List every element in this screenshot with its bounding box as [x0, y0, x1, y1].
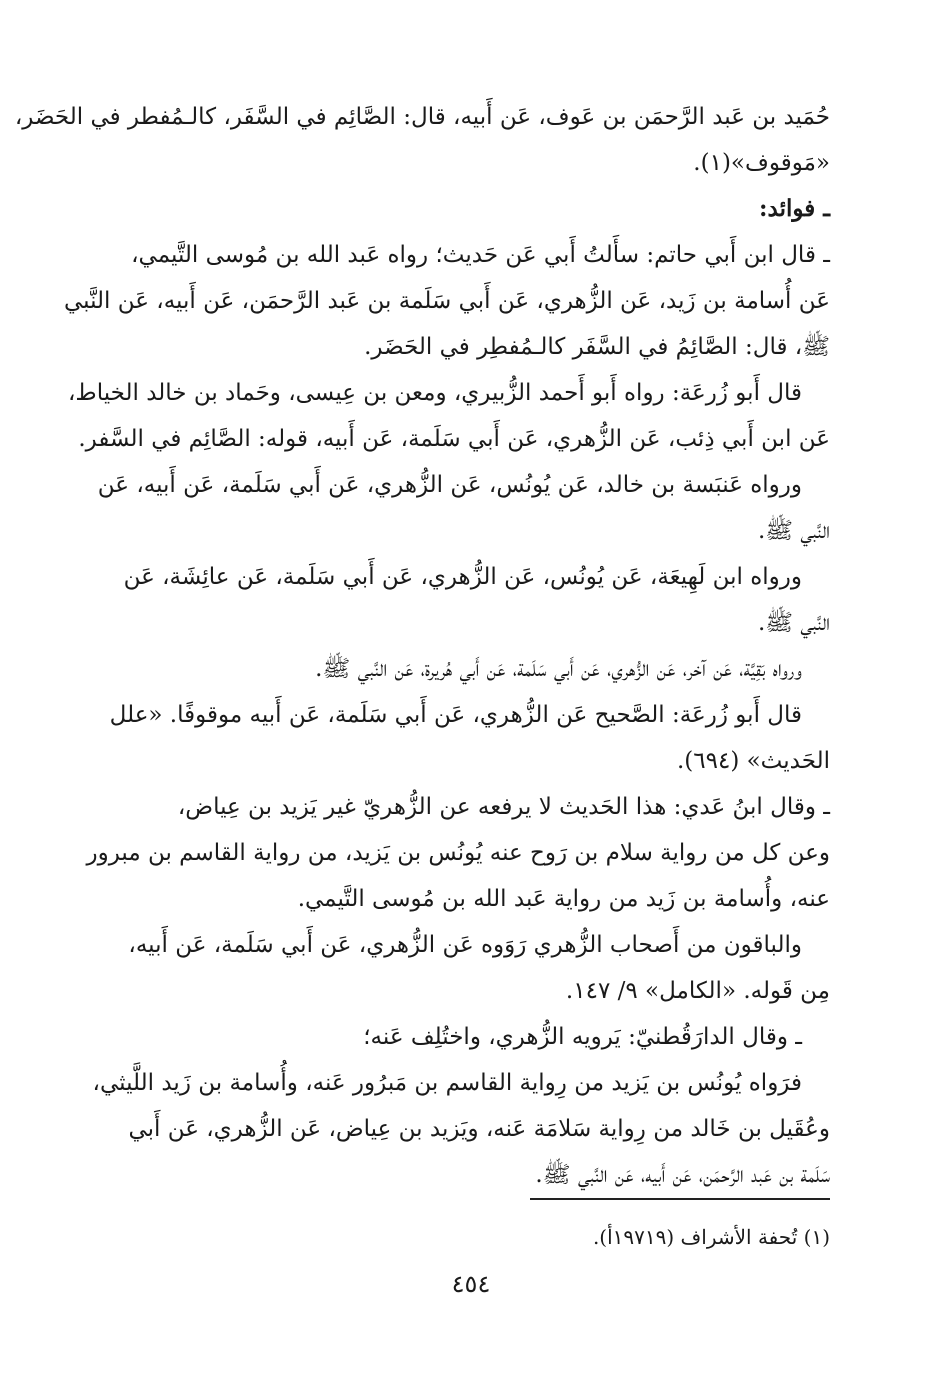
text-line: ـ وقال الدارَقُطنيّ: يَرويه الزُّهري، واختُلِف عَنه؛ [363, 1024, 802, 1050]
main-text-block [14, 94, 830, 1198]
text-line: قال أَبو زُرعَة: رواه أَبو أَحمد الزُّبيري، ومعن بن عِيسى، وحَماد بن خالد الخياط، [68, 380, 802, 406]
text-line: ورواه ابن لَهِيعَة، عَن يُونُس، عَن الزُّهري، عَن أَبي سَلَمة، عَن عائِشَة، عَن [123, 564, 802, 590]
text-line: عَن ابن أَبي ذِئب، عَن الزُّهري، عَن أَبي سَلَمة، عَن أَبيه، قوله: الصَّائِم في السَّفر. [78, 426, 830, 452]
text-line: عنه، وأُسامة بن زَيد من رواية عَبد الله بن مُوسى التَّيمي. [297, 886, 830, 912]
text-line: ﷺ، قال: الصَّائِمُ في السَّفَر كالـمُفطِر في الحَضَر. [364, 334, 830, 360]
text-line: «مَوقوف»(١). [693, 150, 830, 176]
text-line: وعُقَيل بن خَالد من رِواية سَلامَة عَنه، ويَزيد بن عِياض، عَن الزُّهري، عَن أَبي [128, 1116, 830, 1142]
text-line: النَّبي ﷺ. [757, 518, 830, 544]
text-line: ـ وقال ابنُ عَدي: هذا الحَديث لا يرفعه عن الزُّهريّ غير يَزيد بن عِياض، [177, 794, 830, 820]
text-line: النَّبي ﷺ. [757, 610, 830, 636]
text-line: وعن كل من رواية سلام بن رَوح عنه يُونُس بن يَزيد، من رواية القاسم بن مبرور [86, 840, 830, 866]
text-line: ـ قال ابن أَبي حاتم: سأَلتُ أَبي عَن حَديث؛ رواه عَبد الله بن مُوسى التَّيمي، [131, 242, 830, 268]
text-line: ورواه بَقِيَّة، عَن آخر، عَن الزُّهري، عَن أَبي سَلَمة، عَن أَبي هُريرة، عَن النَّبي ﷺ. [315, 656, 802, 682]
footnote: (١) تُحفة الأشراف (١٩٧١٩أ). [592, 1225, 830, 1249]
text-line: سَلَمة بن عَبد الرَّحمَن، عَن أَبيه، عَن النَّبي ﷺ. [535, 1162, 830, 1188]
text-line: الحَديث» (٦٩٤). [676, 748, 830, 774]
text-line: حُمَيد بن عَبد الرَّحمَن بن عَوف، عَن أَبيه، قال: الصَّائِم في السَّفَر، كالـمُفطر في الحَضَر، [14, 104, 830, 130]
text-line: عَن أُسامة بن زَيد، عَن الزُّهري، عَن أَبي سَلَمة بن عَبد الرَّحمَن، عَن أَبيه، عَن النَّبي [64, 288, 830, 314]
text-line: قال أَبو زُرعَة: الصَّحيح عَن الزُّهري، عَن أَبي سَلَمة، عَن أَبيه موقوفًا. «علل [109, 702, 802, 728]
section-heading-fawaid: ـ فوائد: [759, 195, 830, 222]
text-line: والباقون من أَصحاب الزُّهري رَوَوه عَن الزُّهري، عَن أَبي سَلَمة، عَن أَبيه، [128, 932, 802, 958]
text-line: ورواه عَنبَسة بن خالد، عَن يُونُس، عَن الزُّهري، عَن أَبي سَلَمة، عَن أَبيه، عَن [97, 472, 802, 498]
page-number: ٤٥٤ [451, 1270, 491, 1298]
text-line: فرَواه يُونُس بن يَزيد من رِواية القاسم بن مَبرُور عَنه، وأُسامة بن زَيد اللَّيثي، [92, 1070, 802, 1096]
footnote-divider [530, 1198, 830, 1200]
text-line: مِن قَوله. «الكامل» ٩/ ١٤٧. [565, 978, 830, 1004]
